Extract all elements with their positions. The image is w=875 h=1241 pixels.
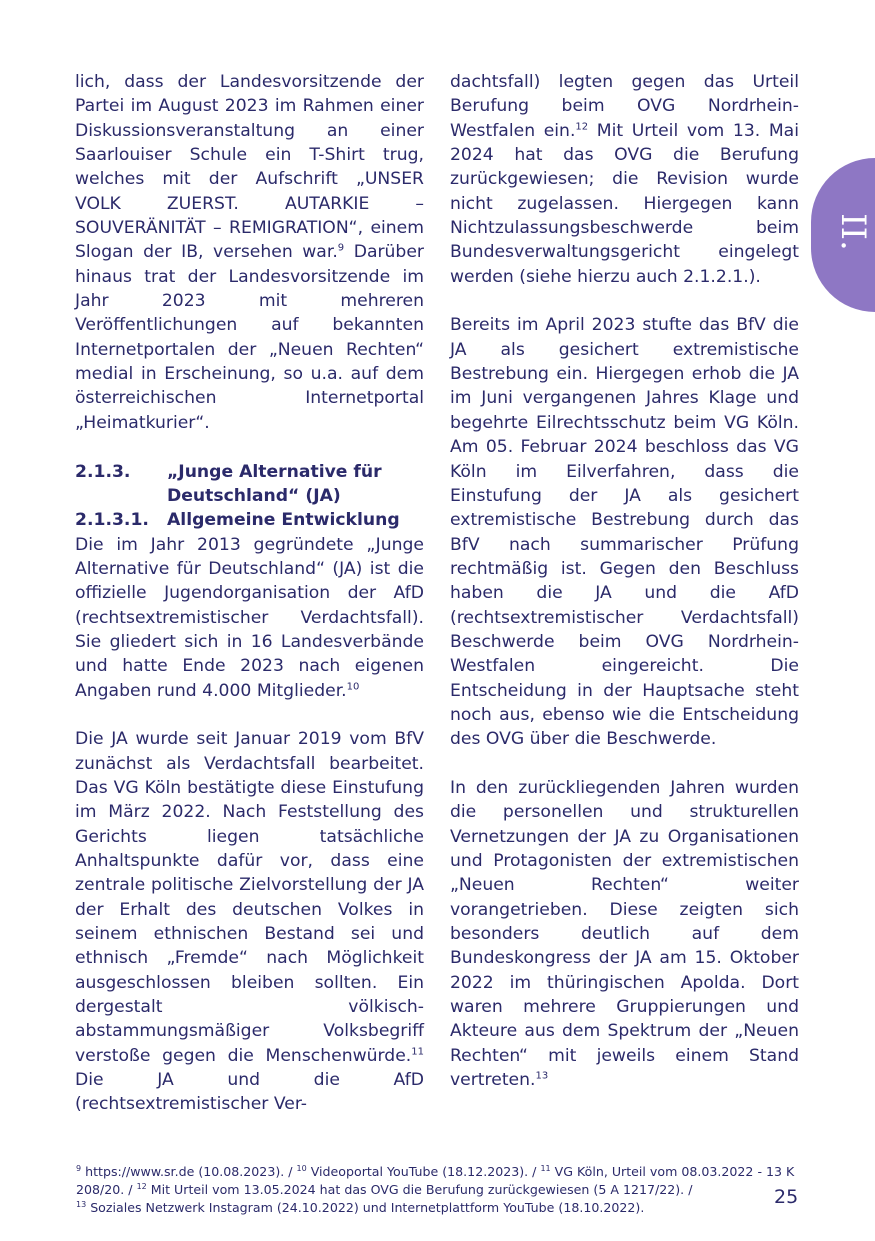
page-number: 25 xyxy=(774,1186,799,1208)
right-column xyxy=(450,70,799,1092)
left-paragraph-2: Die im Jahr 2013 gegründete „Junge Alternative für Deutschland“ (JA) ist die offizielle Jugendorganisation der AfD (rechtsextremistischer Verdachtsfall). Sie gliedert sich in 16 Landesverbände und hatte Ende 2023 nach eigenen Angaben rund 4.000 Mitglieder.$^{10}$ xyxy=(75,534,424,701)
footnote-ref: 11 xyxy=(411,1046,424,1058)
footnotes: $^9$ https://www.sr.de (10.08.2023). / $^{10}$ Videoportal YouTube (18.12.2023). / $^{11}$ VG Köln, Urteil vom 08.03.2022 - 13 K 208/20. / $^{12}$ Mit Urteil vom 13.05.2024 hat das OVG die Berufung zurückgewiesen (5 A 1217/22). / $^{13}$ Soziales Netzwerk Instagram (24.10.2022) und Internetplattform YouTube (18.10.2022). xyxy=(76,1163,795,1215)
footnote-ref: 10 xyxy=(346,680,360,692)
chapter-tab xyxy=(811,158,875,312)
section-heading-2-1-3: 2.1.3. „Junge Alternative für Deutschland“ (JA) xyxy=(75,461,382,506)
footnote-ref: 12 xyxy=(575,120,589,132)
right-paragraph-1: dachtsfall) legten gegen das Urteil Berufung beim OVG Nordrhein-Westfalen ein.$^{12}$ Mit Urteil vom 13. Mai 2024 hat das OVG die Berufung zurückgewiesen; die Revision wurde nicht zugelassen. Hiergegen kann Nichtzulassungsbeschwerde beim Bundesverwaltungsgericht eingelegt werden (siehe hierzu auch 2.1.2.1.). xyxy=(450,72,799,287)
left-paragraph-3: Die JA wurde seit Januar 2019 vom BfV zunächst als Verdachtsfall bearbeitet. Das VG Köln bestätigte diese Einstufung im März 2022. Nach Feststellung des Gerichts liegen tatsächliche Anhaltspunkte dafür vor, dass eine zentrale politische Zielvorstellung der JA der Erhalt des deutschen Volkes in seinem ethnischen Bestand sei und ethnisch „Fremde“ nach Möglichkeit ausgeschlossen bleiben sollten. Ein dergestalt völkisch-abstammungsmäßiger Volksbegriff verstoße gegen die Menschenwürde.$^{11}$ Die JA und die AfD (rechtsextremistischer Ver- xyxy=(75,729,424,1115)
left-paragraph-1: lich, dass der Landesvorsitzende der Partei im August 2023 im Rahmen einer Diskussionsveranstaltung an einer Saarlouiser Schule ein T-Shirt trug, welches mit der Aufschrift „UNSER VOLK ZUERST. AUTARKIE – SOUVERÄNITÄT – REMIGRATION“, einem Slogan der IB, versehen war.$^9$ Darüber hinaus trat der Landesvorsitzende im Jahr 2023 mit mehreren Veröffentlichungen auf bekannten Internetportalen der „Neuen Rechten“ medial in Erscheinung, so u.a. auf dem österreichischen Internetportal „Heimatkurier“. xyxy=(75,72,424,433)
right-paragraph-3: In den zurückliegenden Jahren wurden die personellen und strukturellen Vernetzungen der JA zu Organisationen und Protagonisten der extremistischen „Neuen Rechten“ weiter vorangetrieben. Diese zeigten sich besonders deutlich auf dem Bundeskongress der JA am 15. Oktober 2022 im thüringischen Apolda. Dort waren mehrere Gruppierungen und Akteure aus dem Spektrum der „Neuen Rechten“ mit jeweils einem Stand vertreten.$^{13}$ xyxy=(450,777,799,1091)
footnote-ref: 13 xyxy=(535,1070,549,1082)
footnote-ref: 9 xyxy=(337,242,345,254)
chapter-tab-label: II. xyxy=(833,213,873,251)
section-heading-2-1-3-1: 2.1.3.1. Allgemeine Entwicklung xyxy=(75,510,400,531)
left-column xyxy=(75,70,424,1117)
right-paragraph-2: Bereits im April 2023 stufte das BfV die JA als gesichert extremistische Bestrebung ein. Hiergegen erhob die JA im Juni vergangenen Jahres Klage und begehrte Eilrechtsschutz beim VG Köln. Am 05. Februar 2024 beschloss das VG Köln im Eilverfahren, dass die Einstufung der JA als gesichert extremistische Bestrebung durch das BfV nach summarischer Prüfung rechtmäßig ist. Gegen den Beschluss haben die JA und die AfD (rechtsextremistischer Verdachtsfall) Beschwerde beim OVG Nordrhein-Westfalen eingereicht. Die Entscheidung in der Hauptsache steht noch aus, ebenso wie die Entscheidung des OVG über die Beschwerde. xyxy=(450,315,799,750)
